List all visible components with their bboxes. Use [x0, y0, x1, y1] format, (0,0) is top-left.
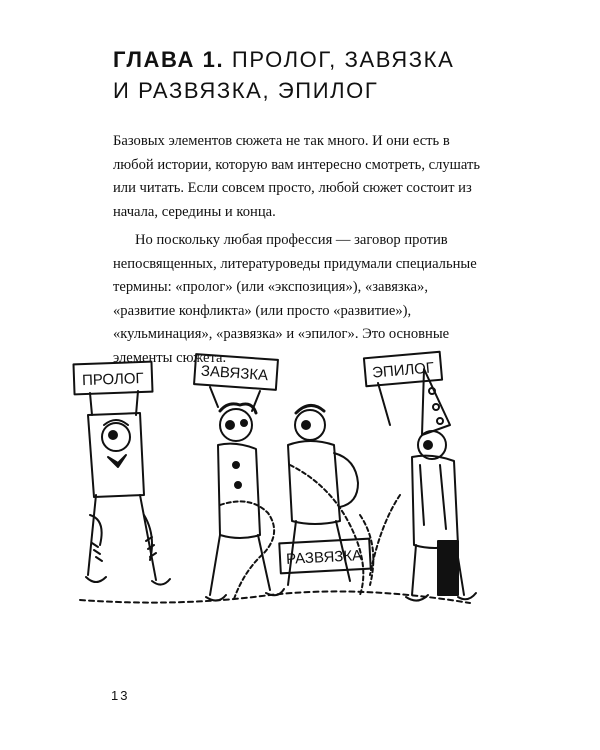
setup-figure [194, 354, 284, 600]
prologue-figure [74, 362, 170, 585]
plot-characters-illustration [60, 345, 480, 625]
paragraph-2: Но поскольку любая профессия — заговор против непосвященных, литературоведы придумали специальные термины: «пролог» (или «экспозиция»), «завязка», «развитие конфликта» (или просто «развитие»), «кульминация», «развязка» и «эпилог». Это основные элементы сюжета. [113, 232, 477, 366]
prologue-sign-label: ПРОЛОГ [81, 369, 144, 390]
chapter-number: ГЛАВА 1. [113, 47, 225, 72]
paragraph-1: Базовых элементов сюжета не так много. И они есть в любой истории, которую вам интересно смотреть, слушать или читать. Если совсем просто, любой сюжет состоит из начала, середины и конца. [113, 133, 481, 220]
chapter-title-line1: ПРОЛОГ, ЗАВЯЗКА [231, 47, 455, 72]
epilogue-figure [364, 352, 476, 601]
chapter-heading [113, 44, 533, 106]
page-number: 13 [111, 688, 130, 703]
body-text [113, 130, 485, 370]
epilogue-sign-label: ЭПИЛОГ [371, 359, 435, 382]
resolution-sign-label: РАЗВЯЗКА [285, 547, 363, 569]
chapter-title-line2: И РАЗВЯЗКА, ЭПИЛОГ [113, 78, 379, 103]
setup-sign-label: ЗАВЯЗКА [200, 362, 269, 385]
